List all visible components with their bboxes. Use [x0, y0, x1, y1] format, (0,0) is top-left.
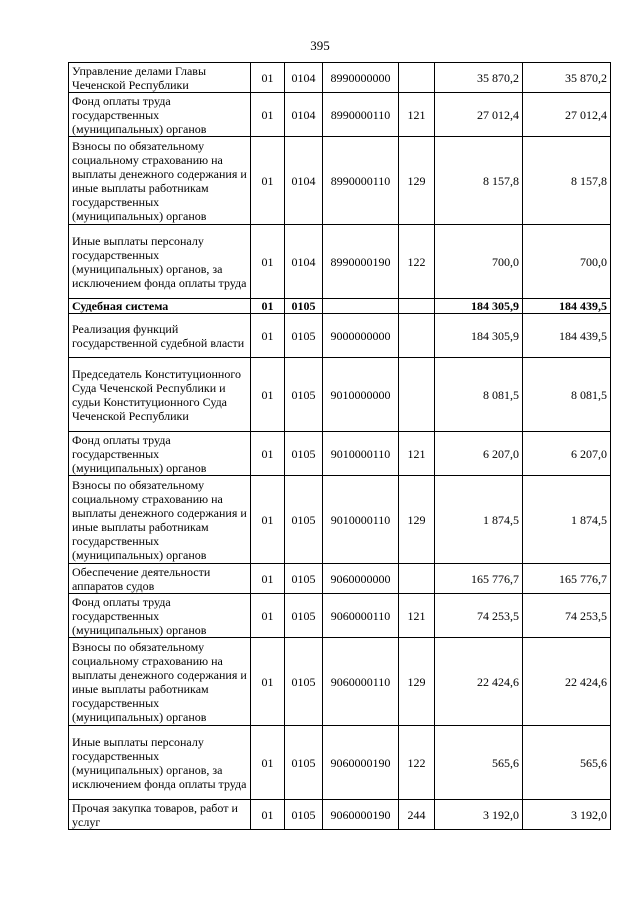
- expense-type-cell: 122: [399, 225, 435, 299]
- row-name-cell: Прочая закупка товаров, работ и услуг: [69, 800, 251, 830]
- section-code-cell: 0105: [285, 594, 323, 638]
- ministry-code-cell: 01: [251, 564, 285, 594]
- section-code-cell: 0105: [285, 314, 323, 358]
- ministry-code-cell: 01: [251, 800, 285, 830]
- amount-2-cell: 184 439,5: [523, 299, 611, 314]
- table-row: [69, 225, 611, 299]
- target-code-cell: 9010000110: [323, 476, 399, 564]
- table-row: [69, 726, 611, 800]
- section-code-cell: 0104: [285, 225, 323, 299]
- row-name-cell: Иные выплаты персоналу государственных (муниципальных) органов, за исключением фонда оплаты труда: [69, 726, 251, 800]
- expense-type-cell: 129: [399, 638, 435, 726]
- ministry-code-cell: 01: [251, 63, 285, 93]
- expense-type-cell: [399, 314, 435, 358]
- section-code-cell: 0105: [285, 432, 323, 476]
- expense-type-cell: 121: [399, 93, 435, 137]
- table-row: [69, 638, 611, 726]
- row-name-cell: Иные выплаты персоналу государственных (муниципальных) органов, за исключением фонда оплаты труда: [69, 225, 251, 299]
- target-code-cell: [323, 299, 399, 314]
- table-row: [69, 432, 611, 476]
- target-code-cell: 9010000000: [323, 358, 399, 432]
- target-code-cell: 9060000190: [323, 800, 399, 830]
- amount-1-cell: 1 874,5: [435, 476, 523, 564]
- amount-1-cell: 8 081,5: [435, 358, 523, 432]
- ministry-code-cell: 01: [251, 358, 285, 432]
- expense-type-cell: 244: [399, 800, 435, 830]
- amount-2-cell: 1 874,5: [523, 476, 611, 564]
- expense-type-cell: [399, 299, 435, 314]
- amount-2-cell: 27 012,4: [523, 93, 611, 137]
- amount-2-cell: 22 424,6: [523, 638, 611, 726]
- expense-type-cell: 121: [399, 432, 435, 476]
- row-name-cell: Фонд оплаты труда государственных (муниципальных) органов: [69, 93, 251, 137]
- amount-1-cell: 74 253,5: [435, 594, 523, 638]
- section-code-cell: 0104: [285, 93, 323, 137]
- amount-1-cell: 165 776,7: [435, 564, 523, 594]
- section-code-cell: 0105: [285, 476, 323, 564]
- amount-1-cell: 184 305,9: [435, 314, 523, 358]
- section-code-cell: 0105: [285, 800, 323, 830]
- amount-1-cell: 184 305,9: [435, 299, 523, 314]
- row-name-cell: Судебная система: [69, 299, 251, 314]
- row-name-cell: Управление делами Главы Чеченской Республики: [69, 63, 251, 93]
- ministry-code-cell: 01: [251, 93, 285, 137]
- row-name-cell: Фонд оплаты труда государственных (муниципальных) органов: [69, 594, 251, 638]
- ministry-code-cell: 01: [251, 638, 285, 726]
- target-code-cell: 9060000110: [323, 638, 399, 726]
- table-row: [69, 63, 611, 93]
- amount-2-cell: 6 207,0: [523, 432, 611, 476]
- amount-1-cell: 22 424,6: [435, 638, 523, 726]
- target-code-cell: 8990000110: [323, 93, 399, 137]
- ministry-code-cell: 01: [251, 225, 285, 299]
- ministry-code-cell: 01: [251, 314, 285, 358]
- target-code-cell: 8990000000: [323, 63, 399, 93]
- amount-1-cell: 6 207,0: [435, 432, 523, 476]
- expense-type-cell: [399, 63, 435, 93]
- table-row: [69, 358, 611, 432]
- section-code-cell: 0104: [285, 63, 323, 93]
- expense-type-cell: [399, 564, 435, 594]
- amount-1-cell: 8 157,8: [435, 137, 523, 225]
- amount-1-cell: 700,0: [435, 225, 523, 299]
- amount-1-cell: 35 870,2: [435, 63, 523, 93]
- amount-2-cell: 165 776,7: [523, 564, 611, 594]
- target-code-cell: 9060000110: [323, 594, 399, 638]
- section-code-cell: 0105: [285, 564, 323, 594]
- table-row: [69, 476, 611, 564]
- table-row: [69, 564, 611, 594]
- target-code-cell: 8990000110: [323, 137, 399, 225]
- budget-table: [68, 62, 611, 830]
- target-code-cell: 9060000000: [323, 564, 399, 594]
- amount-2-cell: 8 157,8: [523, 137, 611, 225]
- ministry-code-cell: 01: [251, 432, 285, 476]
- ministry-code-cell: 01: [251, 299, 285, 314]
- table-row: [69, 800, 611, 830]
- target-code-cell: 8990000190: [323, 225, 399, 299]
- amount-1-cell: 3 192,0: [435, 800, 523, 830]
- table-row: [69, 299, 611, 314]
- section-code-cell: 0105: [285, 358, 323, 432]
- amount-2-cell: 3 192,0: [523, 800, 611, 830]
- section-code-cell: 0105: [285, 638, 323, 726]
- ministry-code-cell: 01: [251, 137, 285, 225]
- table-row: [69, 93, 611, 137]
- amount-2-cell: 74 253,5: [523, 594, 611, 638]
- expense-type-cell: 129: [399, 137, 435, 225]
- target-code-cell: 9060000190: [323, 726, 399, 800]
- row-name-cell: Реализация функций государственной судебной власти: [69, 314, 251, 358]
- ministry-code-cell: 01: [251, 594, 285, 638]
- amount-2-cell: 565,6: [523, 726, 611, 800]
- section-code-cell: 0105: [285, 299, 323, 314]
- section-code-cell: 0105: [285, 726, 323, 800]
- amount-1-cell: 27 012,4: [435, 93, 523, 137]
- row-name-cell: Фонд оплаты труда государственных (муниципальных) органов: [69, 432, 251, 476]
- amount-1-cell: 565,6: [435, 726, 523, 800]
- row-name-cell: Обеспечение деятельности аппаратов судов: [69, 564, 251, 594]
- expense-type-cell: 122: [399, 726, 435, 800]
- table-row: [69, 314, 611, 358]
- row-name-cell: Председатель Конституционного Суда Чеченской Республики и судьи Конституционного Суда Чеченской Республики: [69, 358, 251, 432]
- row-name-cell: Взносы по обязательному социальному страхованию на выплаты денежного содержания и иные выплаты работникам государственных (муниципальных) органов: [69, 476, 251, 564]
- expense-type-cell: 121: [399, 594, 435, 638]
- expense-type-cell: 129: [399, 476, 435, 564]
- expense-type-cell: [399, 358, 435, 432]
- target-code-cell: 9000000000: [323, 314, 399, 358]
- table-row: [69, 594, 611, 638]
- amount-2-cell: 8 081,5: [523, 358, 611, 432]
- table-row: [69, 137, 611, 225]
- row-name-cell: Взносы по обязательному социальному страхованию на выплаты денежного содержания и иные выплаты работникам государственных (муниципальных) органов: [69, 638, 251, 726]
- amount-2-cell: 184 439,5: [523, 314, 611, 358]
- amount-2-cell: 35 870,2: [523, 63, 611, 93]
- ministry-code-cell: 01: [251, 476, 285, 564]
- target-code-cell: 9010000110: [323, 432, 399, 476]
- row-name-cell: Взносы по обязательному социальному страхованию на выплаты денежного содержания и иные выплаты работникам государственных (муниципальных) органов: [69, 137, 251, 225]
- ministry-code-cell: 01: [251, 726, 285, 800]
- amount-2-cell: 700,0: [523, 225, 611, 299]
- section-code-cell: 0104: [285, 137, 323, 225]
- page-number: 395: [310, 38, 330, 53]
